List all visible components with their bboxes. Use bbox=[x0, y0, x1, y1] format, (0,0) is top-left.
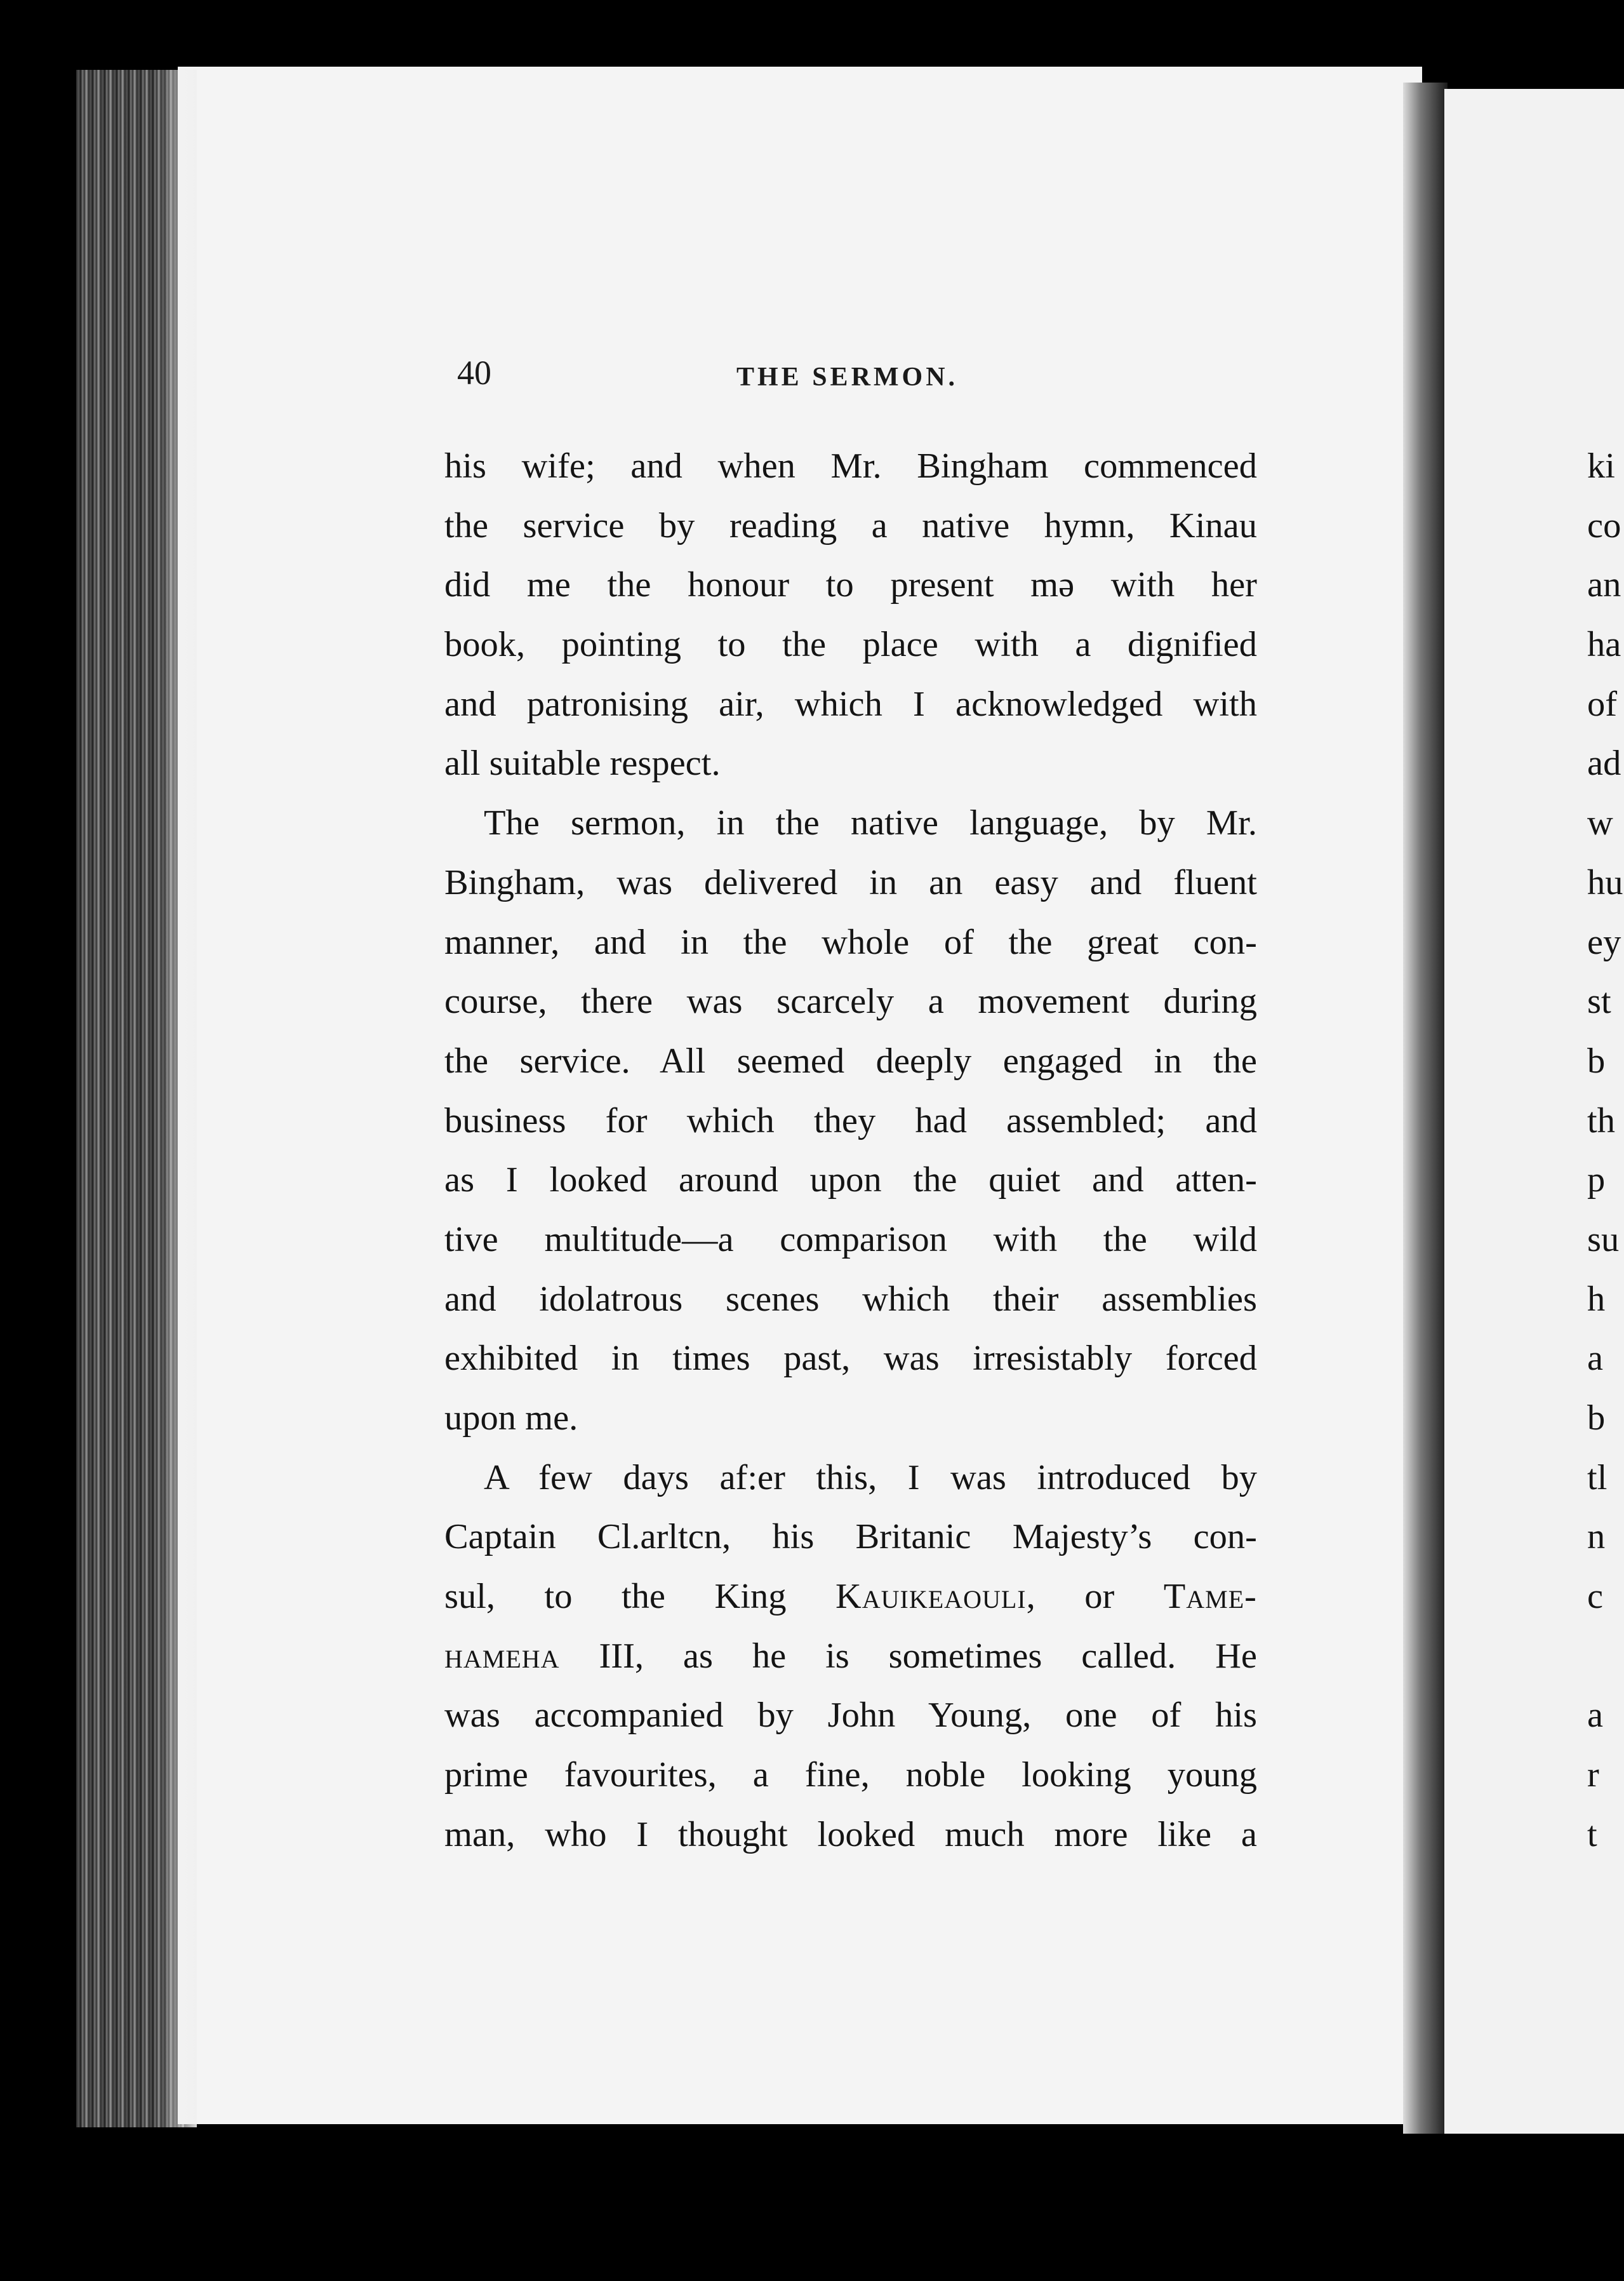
facing-line-fragment: n bbox=[1587, 1517, 1606, 1557]
facing-line-fragment: th bbox=[1587, 1100, 1615, 1140]
text-line: The sermon, in the native language, by Mr. bbox=[484, 803, 1257, 843]
facing-page-text bbox=[1587, 437, 1624, 1865]
running-title: THE SERMON. bbox=[736, 363, 959, 392]
facing-line-fragment: co bbox=[1587, 505, 1621, 545]
text-line: exhibited in times past, was irresistably forced bbox=[444, 1339, 1257, 1379]
text-line: A few days af:er this, I was introduced by bbox=[484, 1457, 1257, 1497]
text-line: sul, to the King Kauikeaouli, or Tame- bbox=[444, 1577, 1257, 1617]
facing-line-fragment: a bbox=[1587, 1339, 1604, 1379]
text-line: course, there was scarcely a movement during bbox=[444, 982, 1257, 1022]
page-number: 40 bbox=[457, 354, 491, 392]
facing-line-fragment: a bbox=[1587, 1696, 1604, 1736]
text-line: manner, and in the whole of the great con- bbox=[444, 922, 1257, 962]
gutter-shadow bbox=[1403, 83, 1448, 2134]
text-line: upon me. bbox=[444, 1398, 578, 1438]
text-line: Captain Cl.arltcn, his Britanic Majesty’s con- bbox=[444, 1517, 1257, 1557]
facing-line-fragment: b bbox=[1587, 1398, 1606, 1438]
facing-line-fragment bbox=[1587, 1627, 1624, 1687]
text-line: and idolatrous scenes which their assemblies bbox=[444, 1279, 1257, 1319]
running-head bbox=[457, 353, 1282, 404]
facing-line-fragment: p bbox=[1587, 1160, 1606, 1200]
text-line: tive multitude—a comparison with the wild bbox=[444, 1219, 1257, 1259]
text-line: all suitable respect. bbox=[444, 744, 721, 784]
text-line: prime favourites, a fine, noble looking young bbox=[444, 1755, 1257, 1795]
facing-line-fragment: t bbox=[1587, 1814, 1597, 1854]
facing-line-fragment: of bbox=[1587, 684, 1618, 724]
text-line: business for which they had assembled; and bbox=[444, 1100, 1257, 1140]
text-line: his wife; and when Mr. Bingham commenced bbox=[444, 446, 1257, 486]
facing-line-fragment: su bbox=[1587, 1219, 1620, 1259]
text-line: was accompanied by John Young, one of his bbox=[444, 1696, 1257, 1736]
facing-line-fragment: hu bbox=[1587, 862, 1623, 902]
text-line: did me the honour to present mə with her bbox=[444, 565, 1257, 605]
facing-line-fragment: tl bbox=[1587, 1457, 1607, 1497]
facing-line-fragment: ki bbox=[1587, 446, 1615, 486]
facing-line-fragment: c bbox=[1587, 1577, 1604, 1617]
text-line: man, who I thought looked much more like a bbox=[444, 1814, 1257, 1854]
text-line: book, pointing to the place with a dignified bbox=[444, 625, 1257, 665]
text-line: the service by reading a native hymn, Kinau bbox=[444, 505, 1257, 545]
text-line: the service. All seemed deeply engaged in the bbox=[444, 1041, 1257, 1081]
page-edge-fade bbox=[159, 70, 197, 2127]
facing-line-fragment: w bbox=[1587, 803, 1613, 843]
body-text bbox=[444, 437, 1257, 1865]
facing-line-fragment: b bbox=[1587, 1041, 1606, 1081]
facing-line-fragment: ey bbox=[1587, 922, 1621, 962]
text-line: and patronising air, which I acknowledged with bbox=[444, 684, 1257, 724]
facing-line-fragment: h bbox=[1587, 1279, 1606, 1319]
text-line: Bingham, was delivered in an easy and fluent bbox=[444, 862, 1257, 902]
text-line: as I looked around upon the quiet and atten- bbox=[444, 1160, 1257, 1200]
facing-line-fragment: ha bbox=[1587, 625, 1621, 665]
facing-line-fragment: r bbox=[1587, 1755, 1599, 1795]
text-line: hameha III, as he is sometimes called. He bbox=[444, 1636, 1257, 1676]
facing-line-fragment: ad bbox=[1587, 744, 1621, 784]
facing-line-fragment: an bbox=[1587, 565, 1621, 605]
facing-line-fragment: st bbox=[1587, 982, 1611, 1022]
